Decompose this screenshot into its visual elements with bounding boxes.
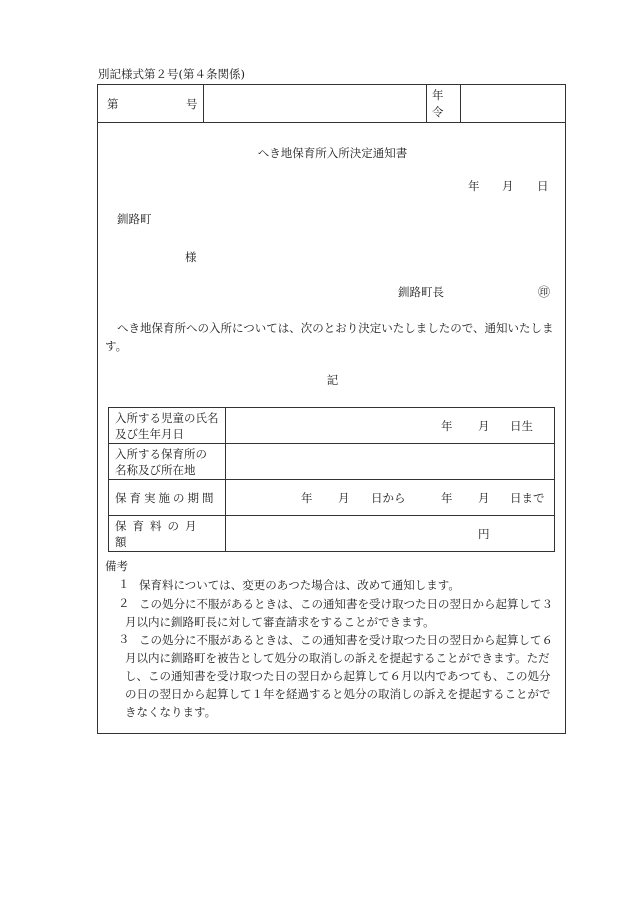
remark-text-1: 保育料については、変更のあつた場合は、改めて通知します。: [139, 578, 460, 592]
table-row: [109, 444, 555, 480]
header-row: [98, 85, 565, 123]
form-caption: 別記様式第２号(第４条関係): [98, 67, 245, 81]
birth-month: 月: [478, 419, 490, 433]
birth-year: 年: [441, 419, 453, 433]
number-prefix: 第: [107, 97, 119, 111]
issuer-title: 釧路町長: [398, 285, 444, 299]
table-row: [109, 480, 555, 516]
date-month: 月: [502, 179, 514, 193]
number-suffix: 号: [186, 97, 198, 111]
details-table: [108, 407, 555, 552]
divider-1: [203, 85, 204, 122]
seal-mark: ㊞: [538, 285, 551, 299]
order-label: 令: [432, 105, 444, 119]
body-text-line-2: す。: [105, 339, 128, 353]
child-label: [109, 408, 226, 444]
nursery-label: [109, 444, 226, 480]
year-label: 年: [432, 88, 444, 102]
period-from: 日から: [371, 491, 406, 505]
date-day: 日: [537, 179, 549, 193]
remarks-heading: 備考: [105, 559, 128, 573]
child-label-line-1: 入所する児童の氏名: [115, 410, 219, 425]
table-row: [109, 408, 555, 444]
honorific: 様: [185, 250, 197, 264]
period-start-year: 年: [301, 491, 313, 505]
birth-day: 日生: [510, 419, 533, 433]
remark-text-2: この処分に不服があるときは、この通知書を受け取つた日の翌日から起算して３月以内に釧路町長に対して審査請求をすることができます。: [125, 597, 553, 629]
period-label: 保育実施の期間: [109, 480, 226, 516]
period-start-month: 月: [338, 491, 350, 505]
remark-number-3: ３: [118, 632, 130, 646]
period-value-cell: [226, 480, 555, 516]
document-title: へき地保育所入所決定通知書: [257, 146, 408, 160]
remark-number-1: １: [118, 577, 130, 591]
addressee-town: 釧路町: [117, 212, 152, 226]
nursery-value-cell: [226, 444, 555, 480]
remark-text-3: この処分に不服があるときは、この通知書を受け取つた日の翌日から起算して６月以内に釧路町を被告として処分の取消しの訴えを提起することができます。ただし、この通知書を受け取つた日の翌日から起算して６月以内であつても、この処分の日の翌日から起算して１年を経過すると処分の取消しの訴えを提起することができなくなります。: [125, 633, 553, 719]
notice-frame: [97, 84, 566, 734]
date-year: 年: [468, 179, 480, 193]
body-text-line-1: へき地保育所への入所については、次のとおり決定いたしましたので、通知いたしま: [117, 321, 554, 335]
child-value-cell: [226, 408, 555, 444]
period-end-year: 年: [441, 491, 453, 505]
fee-value-cell: [226, 516, 555, 552]
divider-3: [460, 85, 461, 122]
ki-heading: 記: [326, 373, 339, 387]
divider-2: [426, 85, 427, 122]
period-end-month: 月: [478, 491, 490, 505]
fee-yen: 円: [478, 527, 490, 541]
remark-number-2: ２: [118, 596, 130, 610]
nursery-label-line-1: 入所する保育所の: [115, 446, 207, 461]
nursery-label-line-2: 名称及び所在地: [115, 462, 196, 477]
child-label-line-2: 及び生年月日: [115, 426, 184, 441]
fee-label: 保育料の月額: [109, 516, 226, 552]
period-until: 日まで: [510, 491, 545, 505]
table-row: [109, 516, 555, 552]
